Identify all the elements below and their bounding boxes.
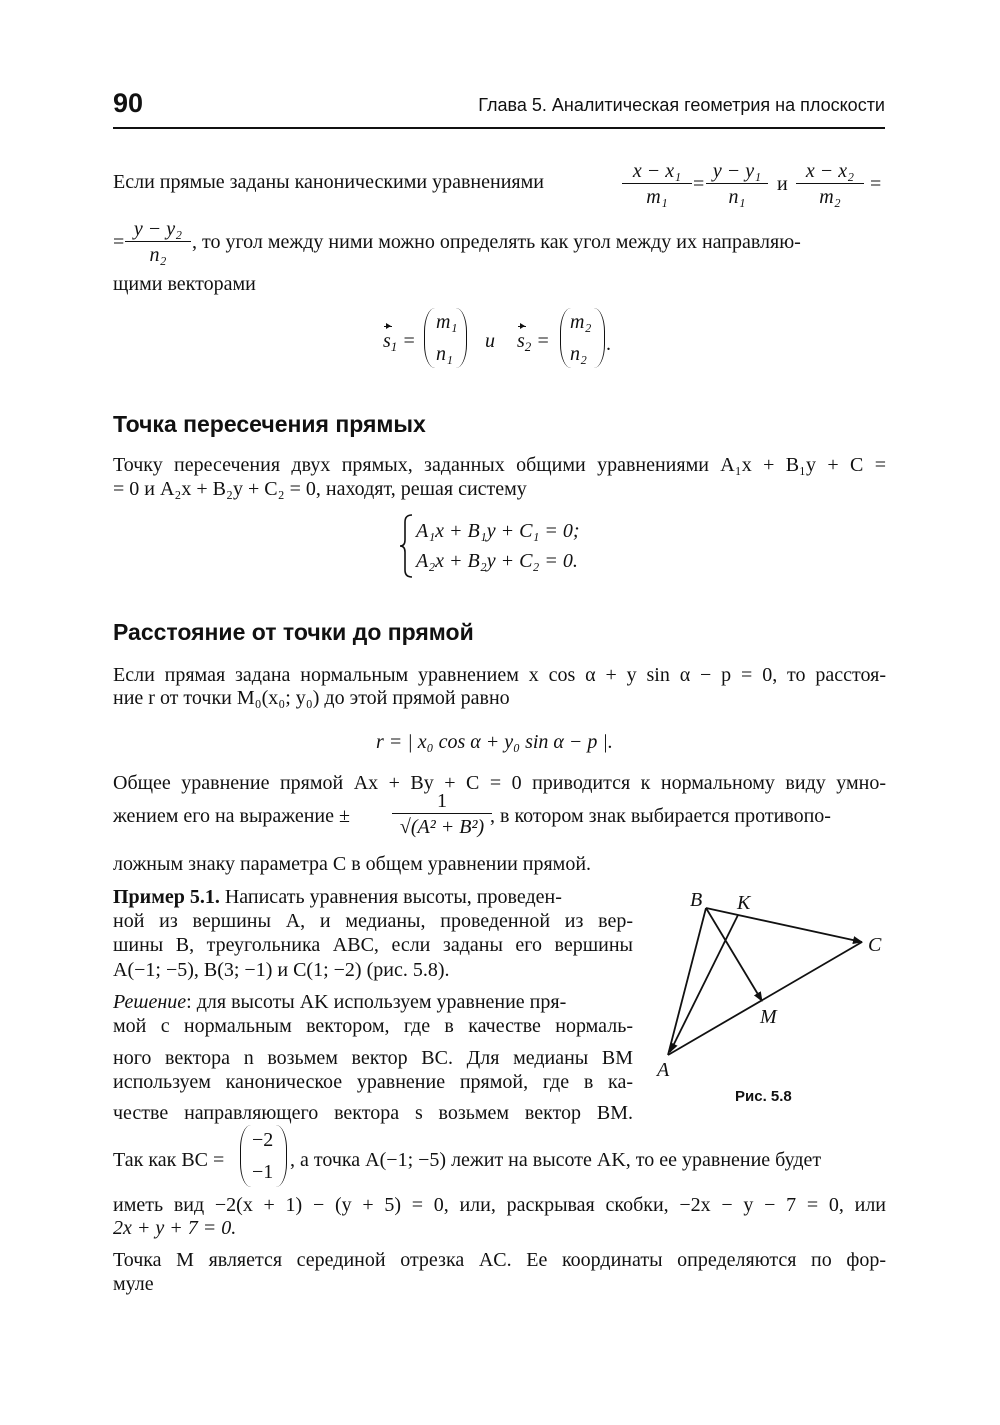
vector-BC (706, 908, 862, 942)
equals-2: = (870, 173, 882, 195)
book-page: 90 Глава 5. Аналитическая геометрия на плоскости Если прямые заданы каноническими уравнениями $\frac{\text{x − x₁}}{\text{m₁}}$ = $\frac{\text{y − y₁}}{\text{n₁}}$ и $\frac{\text{x − x₂}}{\text{m₂}}$ = = $\frac{\text{y − y₂}}{\text{n₂}}$ , то угол между ними можно определять как угол между их направляю- щими векторами $s_1$ = m₁ n₁ и $s_2$ = m₂ n₂ . Точка пересечения прямых Точку пересечения двух прямых, заданных общими уравнениями A₁x + B₁y + C = = 0 и A₂x + B₂y + C₂ = 0, находят, решая систему A₁x + B₁y + C₁ = 0; A₂x + B₂y + C₂ = 0. Расстояние от точки до прямой Если прямая задана нормальным уравнением x cos α + y sin α − p = 0, то расстоя- ние r от точки M₀(x₀; y₀) до этой прямой равно r = | x₀ cos α + y₀ sin α − p |. Общее уравнение прямой Ax + By + C = 0 приводится к нормальному виду умно- жением его на выражение ± $\frac{1}{\text{√(A² + B²)}}$ , в котором знак выбирается противопо- ложным знаку параметра C в общем уравнении прямой. Пример 5.1. Написать уравнения высоты, проведен- ной из вершины A, и медианы, проведенной из вер- шины B, треугольника ABC, если заданы его вершины A(−1; −5), B(3; −1) и C(1; −2) (рис. 5.8). Решение: для высоты AK используем уравнение пря- мой с нормальным вектором, где в качестве нормаль- ного вектора n возьмем вектор BC. Для медианы BM используем каноническое уравнение прямой, где в ка- честве направляющего вектора s возьмем вектор BM. B K C M A Рис. 5.8 Так как BC = −2 −1 , а точка A(−1; −5) лежит на высоте AK, то ее уравнение будет иметь вид −2(x + 1) − (y + 5) = 0, или, раскрывая скобки, −2x − y − 7 = 0, или 2x + y + 7 = 0. Точка M является серединой отрезка AC. Ее координаты определяются по фор- муле (0, 0, 1000, 1425)
label-K: K (737, 892, 751, 914)
figure-triangle (650, 880, 890, 1110)
bc-bottom: −1 (252, 1161, 274, 1183)
label-M: M (760, 1006, 777, 1028)
bc-after: , а точка A(−1; −5) лежит на высоте AK, то ее уравнение будет (290, 1149, 822, 1171)
canonical-intro: Если прямые заданы каноническими уравнениями (113, 171, 544, 193)
distance-line1: Если прямая задана нормальным уравнением x cos α + y sin α − p = 0, то расстоя- (113, 664, 886, 686)
example-line2: ной из вершины A, и медианы, проведенной из вер- (113, 910, 633, 932)
s2-bottom: n₂ (570, 343, 587, 365)
equals-1: = (693, 173, 705, 195)
section-title-intersection: Точка пересечения прямых (113, 411, 426, 437)
solution-line1: Решение: для высоты AK используем уравнение пря- (113, 991, 567, 1013)
label-A: A (657, 1059, 670, 1081)
header-rule (113, 127, 885, 129)
solution-line3: ного вектора n возьмем вектор BC. Для медианы BM (113, 1047, 633, 1069)
section-title-distance: Расстояние от точки до прямой (113, 619, 474, 645)
distance-line4-start: жением его на выражение ± (113, 805, 350, 827)
s1-top: m₁ (436, 311, 458, 333)
label-B: B (690, 889, 703, 911)
system-eq2: A₂x + B₂y + C₂ = 0. (416, 550, 578, 572)
distance-line5: ложным знаку параметра C в общем уравнении прямой. (113, 853, 592, 875)
distance-line3: Общее уравнение прямой Ax + By + C = 0 приводится к нормальному виду умно- (113, 772, 886, 794)
midpoint-line1: Точка M является серединой отрезка AC. Ее координаты определяются по фор- (113, 1249, 886, 1271)
fraction-3: $\frac{\text{x − x₂}}{\text{m₂}}$ (796, 160, 864, 208)
distance-line4-end: , в котором знак выбирается противопо- (490, 805, 831, 827)
distance-formula: r = | x₀ cos α + y₀ sin α − p |. (376, 731, 613, 753)
example-line1: Пример 5.1. Написать уравнения высоты, проведен- (113, 886, 562, 908)
intersection-line2: = 0 и A₂x + B₂y + C₂ = 0, находят, решая систему (113, 478, 527, 500)
vector-s1: $s_1$ = (383, 330, 416, 354)
s2-top: m₂ (570, 311, 592, 333)
fraction-4: $\frac{\text{y − y₂}}{\text{n₂}}$ (125, 218, 191, 266)
figure-caption: Рис. 5.8 (735, 1088, 792, 1105)
fraction-2: $\frac{\text{y − y₁}}{\text{n₁}}$ (706, 160, 768, 208)
canonical-continuation: , то угол между ними можно определять как угол между их направляю- (192, 231, 801, 253)
and-word-1: и (777, 173, 788, 195)
equals-3: = (113, 231, 125, 253)
and-word-2: и (485, 330, 495, 352)
page-number: 90 (113, 88, 144, 118)
solution-label: Решение (113, 991, 187, 1013)
running-title: Глава 5. Аналитическая геометрия на плоскости (478, 95, 885, 115)
intersection-line1: Точку пересечения двух прямых, заданных общими уравнениями A₁x + B₁y + C = (113, 454, 886, 476)
height-AK (670, 915, 738, 1052)
solution-line2: мой с нормальным вектором, где в качестве нормаль- (113, 1015, 633, 1037)
fraction-1: $\frac{\text{x − x₁}}{\text{m₁}}$ (622, 160, 692, 208)
bc-top: −2 (252, 1129, 274, 1151)
bc-intro: Так как BC = (113, 1149, 225, 1171)
distance-line2: ние r от точки M₀(x₀; y₀) до этой прямой равно (113, 687, 510, 709)
label-C: C (868, 934, 882, 956)
equation-line1: иметь вид −2(x + 1) − (y + 5) = 0, или, раскрывая скобки, −2x − y − 7 = 0, или (113, 1194, 886, 1216)
side-BA (668, 908, 706, 1055)
equation-line2: 2x + y + 7 = 0. (113, 1217, 237, 1239)
solution-line4: используем каноническое уравнение прямой, где в ка- (113, 1071, 633, 1093)
s1-bottom: n₁ (436, 343, 453, 365)
system-brace (400, 514, 414, 578)
system-eq1: A₁x + B₁y + C₁ = 0; (416, 520, 580, 542)
normalizing-fraction: $\frac{1}{\text{√(A² + B²)}}$ (392, 790, 492, 838)
solution-line5: честве направляющего вектора s возьмем вектор BM. (113, 1102, 633, 1124)
example-line3: шины B, треугольника ABC, если заданы его вершины (113, 934, 633, 956)
midpoint-line2: муле (113, 1273, 154, 1295)
vector-s2: $s_2$ = (517, 330, 550, 354)
example-label: Пример 5.1. (113, 886, 220, 908)
canonical-line3: щими векторами (113, 273, 256, 295)
example-line4: A(−1; −5), B(3; −1) и C(1; −2) (рис. 5.8). (113, 959, 450, 981)
